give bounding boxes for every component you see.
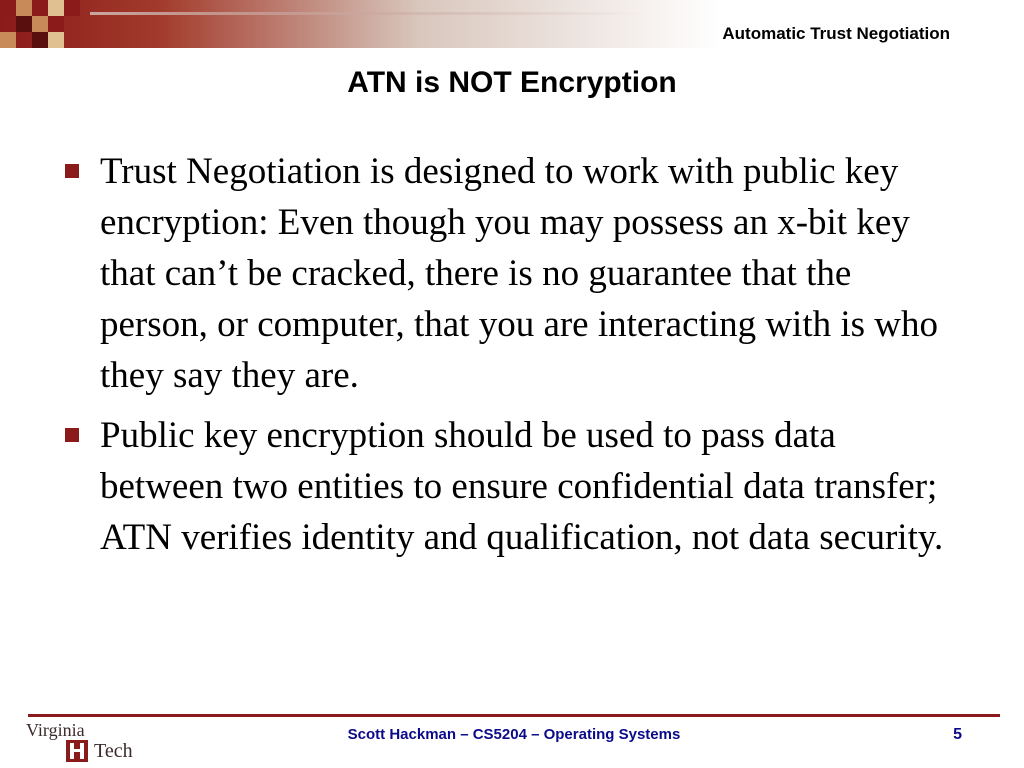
bullet-list xyxy=(62,146,967,572)
checker-square xyxy=(0,32,16,48)
checker-square xyxy=(64,0,80,16)
checker-square xyxy=(16,16,32,32)
header-rule xyxy=(90,12,650,15)
checker-square xyxy=(32,0,48,16)
logo-text-tech: Tech xyxy=(94,740,133,762)
slide-title: ATN is NOT Encryption xyxy=(347,66,677,99)
bullet-item xyxy=(62,146,967,401)
footer-text: Scott Hackman – CS5204 – Operating Systems xyxy=(347,726,681,743)
checker-square xyxy=(32,16,48,32)
square-bullet-icon xyxy=(65,164,79,178)
checker-square xyxy=(0,0,16,16)
header-decoration xyxy=(0,0,90,48)
footer-rule xyxy=(28,714,1000,717)
logo-text-virginia: Virginia xyxy=(26,720,85,740)
checker-square xyxy=(48,16,64,32)
checker-square xyxy=(32,32,48,48)
page-number: 5 xyxy=(953,726,962,743)
header-title: Automatic Trust Negotiation xyxy=(722,24,950,43)
checker-square xyxy=(48,0,64,16)
checker-square xyxy=(16,0,32,16)
bullet-text: Public key encryption should be used to pass data between two entities to ensure confidential data transfer; ATN verifies identity and qualification, not data security. xyxy=(100,415,944,558)
checker-square xyxy=(48,32,64,48)
bullet-item xyxy=(62,410,967,563)
square-bullet-icon xyxy=(65,428,79,442)
bullet-text: Trust Negotiation is designed to work with public key encryption: Even though you may possess an x-bit key that can’t be cracked, there is no guarantee that the person, or computer, that you are interacting with is who they say they are. xyxy=(100,151,938,396)
